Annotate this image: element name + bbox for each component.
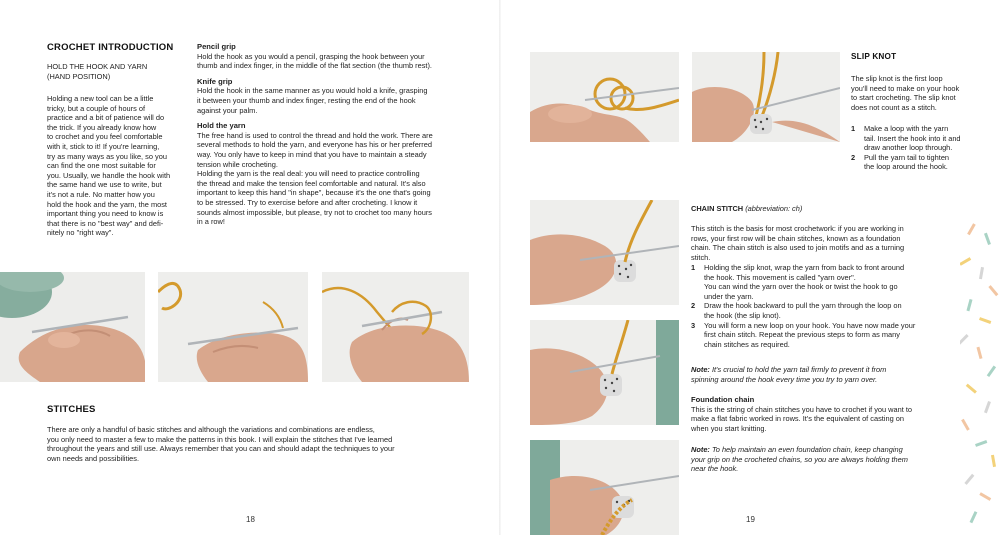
photo-hold-yarn bbox=[322, 272, 469, 382]
intro-line: the trick. If you already know how bbox=[47, 122, 157, 132]
hold-yarn-line: sounds almost impossible, but please, try not to crochet too many hours bbox=[197, 207, 432, 217]
stitches-line: own needs and possibilities. bbox=[47, 453, 140, 463]
pencil-grip-line: Hold the hook as you would a pencil, grasping the hook between your bbox=[197, 51, 425, 61]
chain-intro-line: chain. The chain stitch is also used to join motifs and as a turning bbox=[691, 243, 905, 253]
intro-line: Holding a new tool can be a little bbox=[47, 94, 154, 103]
knife-grip-title: Knife grip bbox=[197, 76, 233, 86]
knife-grip-line: Hold the hook in the same manner as you would hold a knife, grasping bbox=[197, 86, 428, 96]
slip-knot-title: SLIP KNOT bbox=[851, 52, 897, 61]
note-line: To help maintain an even foundation chain, keep changing bbox=[709, 445, 903, 454]
slip-knot-line: to start crocheting. The slip knot bbox=[851, 93, 956, 103]
stitches-title: STITCHES bbox=[47, 404, 96, 415]
stitches-line: you only need to master a few to make the patterns in this book. I will explain the stitches that I've learned bbox=[47, 434, 393, 444]
hold-yarn-line: Holding the yarn is the real deal: you will need to practice controlling bbox=[197, 169, 420, 179]
intro-line: tricky, but a couple of hours of bbox=[47, 103, 146, 113]
intro-line: with it, stick to it! If you're learning, bbox=[47, 141, 160, 151]
step-line: the hook (the slip knot). bbox=[704, 310, 781, 320]
step-line: first chain stitch. Repeat the previous steps to form as many bbox=[704, 330, 900, 340]
page-number-left: 18 bbox=[246, 515, 255, 524]
chain-stitch-intro bbox=[691, 224, 956, 262]
note-label: Note: bbox=[691, 365, 710, 374]
slip-knot-line: does not count as a stitch. bbox=[851, 102, 937, 112]
photo-pencil-grip bbox=[0, 272, 145, 382]
step-line: Holding the slip knot, wrap the yarn from back to front around bbox=[704, 263, 905, 272]
note-foundation bbox=[691, 445, 956, 474]
note-line: spinning around the hook every time you try to yarn over. bbox=[691, 374, 878, 384]
hold-hook-heading bbox=[47, 62, 187, 81]
hold-heading-line2: (HAND POSITION) bbox=[47, 71, 111, 81]
intro-line: the same hand we use to write, but bbox=[47, 180, 162, 190]
intro-line: nitely no "right way". bbox=[47, 228, 114, 238]
slip-knot-step bbox=[851, 153, 991, 172]
foundation-line: make a flat fabric worked in rows. It's the equivalent of casting on bbox=[691, 414, 904, 424]
chain-stitch-steps bbox=[691, 263, 956, 349]
slip-knot-line: The slip knot is the first loop bbox=[851, 74, 943, 83]
hold-yarn-title: Hold the yarn bbox=[197, 121, 246, 131]
step-number: 1 bbox=[691, 263, 696, 272]
intro-line: try as many ways as you like, so you bbox=[47, 151, 167, 161]
photo-foundation-chain bbox=[530, 440, 679, 535]
intro-line: important thing you need to know is bbox=[47, 209, 164, 219]
hold-yarn-line: in a row! bbox=[197, 217, 225, 227]
intro-line: that there is no "best way" and defi- bbox=[47, 218, 164, 228]
knife-grip-line: against your palm. bbox=[197, 105, 258, 115]
stitches-line: There are only a handful of basic stitches and although the variations and combinations are endless, bbox=[47, 425, 375, 434]
step-line: Make a loop with the yarn bbox=[864, 124, 949, 133]
hold-yarn-line: tension while crocheting. bbox=[197, 159, 278, 169]
slip-knot-line: you'll need to make on your hook bbox=[851, 83, 960, 93]
step-line: the loop around the hook. bbox=[864, 162, 948, 172]
photo-slip-knot-tighten bbox=[692, 52, 840, 142]
chain-intro-line: This stitch is the basis for most crochetwork: if you are working in bbox=[691, 224, 904, 233]
photo-chain-yarn-over bbox=[530, 200, 679, 305]
intro-line: practice and a bit of patience will do bbox=[47, 113, 165, 123]
hold-heading-line1: HOLD THE HOOK AND YARN bbox=[47, 62, 148, 71]
hold-yarn-line: way. You only have to keep in mind that you have to maintain a steady bbox=[197, 149, 427, 159]
hold-yarn-line: important to keep this hand "in shape", because it's the one that's going bbox=[197, 188, 431, 198]
step-number: 2 bbox=[691, 301, 696, 311]
pencil-grip-title: Pencil grip bbox=[197, 42, 236, 51]
chain-stitch-heading bbox=[691, 204, 951, 214]
step-line: tail. Insert the hook into it and bbox=[864, 133, 961, 143]
hold-yarn-line: The free hand is used to control the thread and hold the work. There are bbox=[197, 130, 433, 140]
step-number: 2 bbox=[851, 152, 856, 162]
gutter bbox=[499, 0, 501, 535]
chain-stitch-abbrev: (abbreviation: ch) bbox=[745, 204, 803, 213]
note-yarn-tail bbox=[691, 365, 956, 384]
foundation-chain-title: Foundation chain bbox=[691, 395, 755, 404]
slip-knot-intro bbox=[851, 74, 991, 112]
step-line: under the yarn. bbox=[704, 291, 754, 301]
intro-line: to crochet and you feel comfortable bbox=[47, 132, 163, 142]
intro-line: you. Usually, we handle the hook with bbox=[47, 170, 171, 180]
foundation-line: This is the string of chain stitches you have to crochet if you want to bbox=[691, 404, 913, 414]
hold-yarn-line: several methods to hold the yarn, and everyone has his or her preferred bbox=[197, 140, 432, 150]
step-line: Pull the yarn tail to tighten bbox=[864, 152, 950, 162]
note-line: your grip on the crocheted chains, so you are always holding them bbox=[691, 454, 908, 464]
crochet-intro-title: CROCHET INTRODUCTION bbox=[47, 42, 174, 53]
chain-step bbox=[691, 263, 956, 301]
step-number: 1 bbox=[851, 124, 856, 133]
intro-paragraph bbox=[47, 94, 195, 238]
intro-line: hold the hook and the yarn, the most bbox=[47, 199, 167, 209]
knife-grip-line: it between your thumb and index finger, resting the end of the hook bbox=[197, 95, 416, 105]
hold-yarn-line: to be stressed. Try to exercise before and after crocheting. I know it bbox=[197, 197, 418, 207]
hold-yarn-line: the thread and make the tension feel comfortable and natural. It's also bbox=[197, 178, 426, 188]
chain-step bbox=[691, 321, 956, 350]
step-line: Draw the hook backward to pull the yarn through the loop on bbox=[704, 301, 902, 311]
photo-knife-grip bbox=[158, 272, 308, 382]
chain-step bbox=[691, 301, 956, 320]
grips-column bbox=[197, 42, 487, 227]
step-line: You can wind the yarn over the hook or twist the hook to go bbox=[704, 282, 898, 292]
step-line: draw another loop through. bbox=[864, 143, 953, 153]
stitches-paragraph bbox=[47, 425, 467, 463]
page-number-right: 19 bbox=[746, 515, 755, 524]
intro-line: it's not a rule. No matter how you bbox=[47, 189, 155, 199]
slip-knot-step bbox=[851, 124, 991, 153]
note-label: Note: bbox=[691, 445, 710, 454]
chain-intro-line: stitch. bbox=[691, 252, 711, 262]
stitches-line: throughout the years and still use. Always remember that you can and should adapt the techniques to your bbox=[47, 444, 395, 454]
foundation-line: when you start knitting. bbox=[691, 423, 767, 433]
slip-knot-steps bbox=[851, 124, 991, 172]
pencil-grip-line: thumb and index finger, in the middle of the flat section (the thumb rest). bbox=[197, 61, 432, 71]
chain-intro-line: rows, your first row will be chain stitches, known as a foundation bbox=[691, 233, 901, 243]
intro-line: can find the one most suitable for bbox=[47, 161, 156, 171]
step-line: You will form a new loop on your hook. You have now made your bbox=[704, 320, 916, 330]
foundation-chain-section bbox=[691, 395, 956, 433]
step-line: chain stitches as required. bbox=[704, 339, 790, 349]
chain-stitch-title: CHAIN STITCH bbox=[691, 204, 744, 213]
step-number: 3 bbox=[691, 320, 696, 330]
note-line: near the hook. bbox=[691, 464, 739, 474]
step-line: the hook. This movement is called "yarn over". bbox=[704, 272, 856, 282]
note-line: It's crucial to hold the yarn tail firmly to prevent it from bbox=[709, 365, 887, 374]
confetti-decoration bbox=[960, 215, 1000, 535]
photo-slip-knot-loop bbox=[530, 52, 679, 142]
photo-chain-pull-through bbox=[530, 320, 679, 425]
